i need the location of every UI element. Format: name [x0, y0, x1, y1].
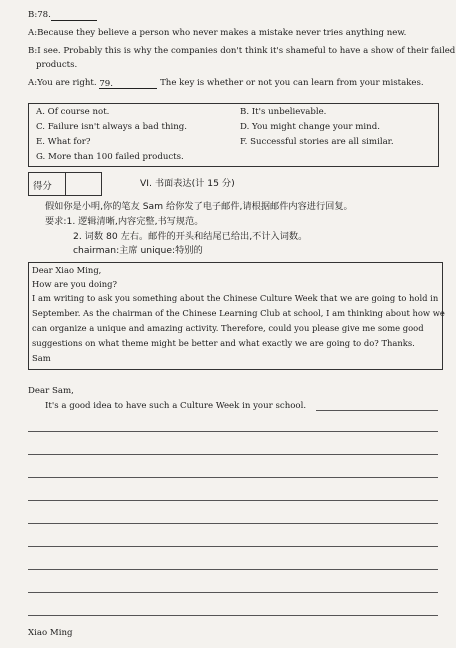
dialogue-line-a2-end: The key is whether or not you can learn from your mistakes. [160, 78, 424, 88]
option-d: D. You might change your mind. [240, 122, 380, 132]
writing-line[interactable] [28, 500, 438, 501]
answer-blank-79[interactable] [99, 79, 157, 89]
email-line-3: September. As the chairman of the Chinese Learning Club at school, I am thinking about how we [32, 308, 445, 318]
score-entry-cell[interactable] [65, 173, 102, 195]
options-box [28, 103, 439, 167]
dialogue-line-a2 [28, 78, 424, 89]
requirement-1: 要求:1. 逻辑清晰,内容完整,书写规范。 [45, 216, 204, 227]
option-f: F. Successful stories are all similar. [240, 137, 394, 147]
option-b: B. It's unbelievable. [240, 107, 327, 117]
option-e: E. What for? [36, 137, 91, 147]
dialogue-line-a1: A:Because they believe a person who never makes a mistake never tries anything new. [28, 28, 407, 38]
section-title: VI. 书面表达(计 15 分) [140, 178, 235, 189]
writing-line[interactable] [28, 592, 438, 593]
dialogue-line-b1: B:I see. Probably this is why the companies don't think it's shameful to have a show of their failed [28, 46, 456, 56]
writing-prompt: 假如你是小明,你的笔友 Sam 给你发了电子邮件,请根据邮件内容进行回复。 [45, 201, 353, 212]
email-signature: Sam [32, 353, 51, 363]
question-78 [28, 10, 97, 21]
reply-opening: It's a good idea to have such a Culture Week in your school. [45, 401, 307, 411]
email-line-5: suggestions on what theme might be better and what exactly we are going to do? Thanks. [32, 338, 415, 348]
writing-line[interactable] [28, 431, 438, 432]
blank-79-number: 79. [99, 79, 114, 89]
question-78-label: B:78. [28, 10, 51, 20]
email-box [28, 262, 443, 370]
score-label: 得分 [33, 181, 52, 192]
writing-line[interactable] [28, 454, 438, 455]
score-box [28, 172, 102, 196]
option-c: C. Failure isn't always a bad thing. [36, 122, 187, 132]
writing-line[interactable] [316, 410, 438, 411]
writing-line[interactable] [28, 546, 438, 547]
email-line-4: can organize a unique and amazing activity. Therefore, could you please give me some good [32, 323, 424, 333]
requirement-2: 2. 词数 80 左右。邮件的开头和结尾已给出,不计入词数。 [73, 231, 308, 242]
dialogue-line-b1-cont: products. [36, 60, 78, 70]
email-line-2: I am writing to ask you something about the Chinese Culture Week that we are going to hold in [32, 293, 439, 303]
glossary: chairman:主席 unique:特别的 [73, 245, 203, 256]
writing-line[interactable] [28, 615, 438, 616]
email-line-1: How are you doing? [32, 279, 117, 289]
email-greeting: Dear Xiao Ming, [32, 265, 102, 275]
writing-line[interactable] [28, 569, 438, 570]
reply-greeting: Dear Sam, [28, 386, 74, 396]
option-g: G. More than 100 failed products. [36, 152, 184, 162]
option-a: A. Of course not. [36, 107, 110, 117]
answer-blank-78[interactable] [51, 11, 97, 21]
writing-line[interactable] [28, 477, 438, 478]
dialogue-line-a2-start: A:You are right. [28, 78, 97, 88]
reply-signoff: Xiao Ming [28, 628, 73, 638]
writing-line[interactable] [28, 523, 438, 524]
